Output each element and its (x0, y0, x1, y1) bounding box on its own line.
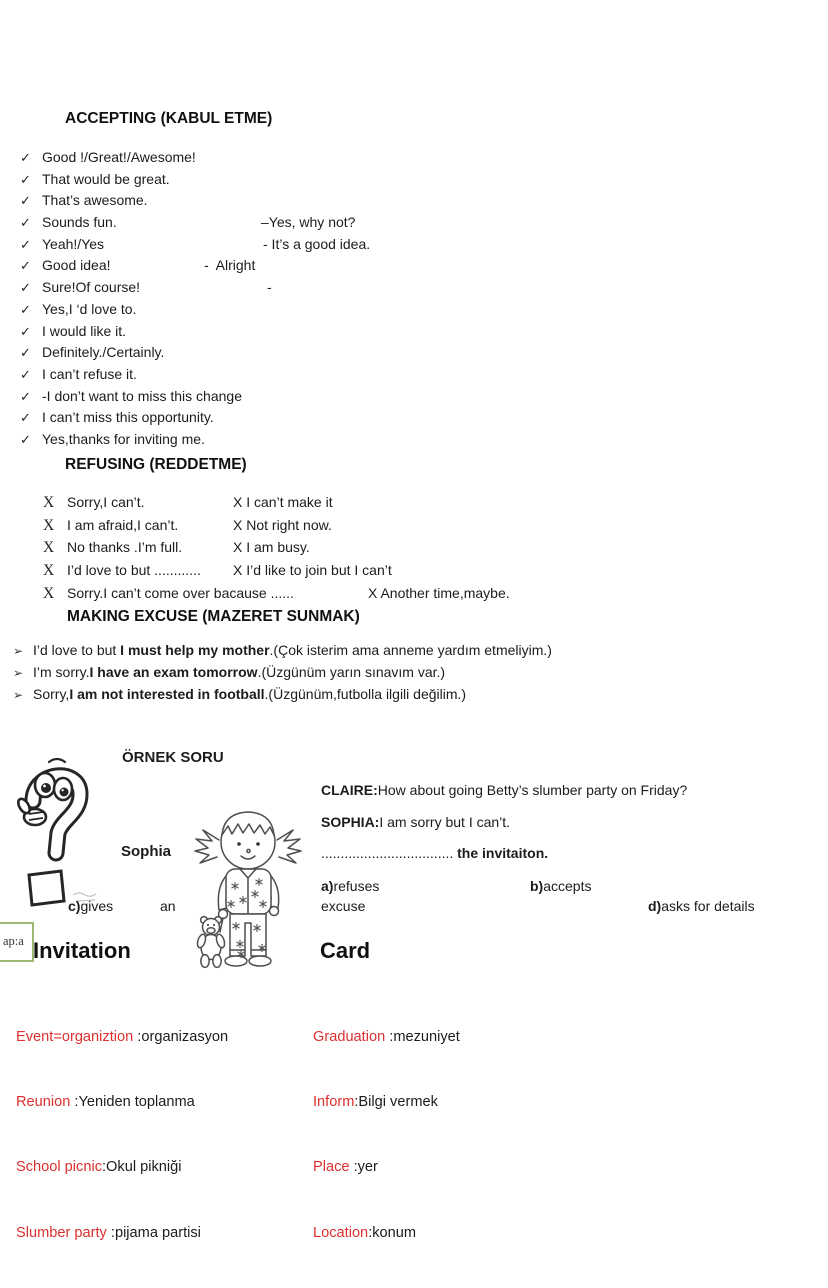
vocab-definition: :Okul pikniği (102, 1159, 182, 1176)
invitation-vocab-title: Invitation (33, 938, 131, 963)
option-text: asks for details (661, 898, 755, 914)
accepting-item (20, 321, 242, 343)
card-vocab-title: Card (320, 938, 371, 963)
blank-bold-text: the invitaiton. (453, 845, 549, 861)
phrase-alt: - (267, 279, 272, 296)
vocab-item (313, 1157, 460, 1179)
phrase: Good !/Great!/Awesome! (42, 149, 196, 165)
vocab-definition: :yer (349, 1159, 378, 1176)
example-question-label: ÖRNEK SORU (122, 749, 224, 766)
accepting-item (20, 147, 242, 169)
phrase: Yes,thanks for inviting me. (42, 430, 205, 447)
phrase: I can’t miss this opportunity. (42, 409, 214, 426)
phrase: Definitely./Certainly. (42, 344, 165, 361)
invitation-vocab-list (16, 983, 228, 1288)
vocab-term: Location (313, 1224, 369, 1241)
accepting-item (20, 407, 242, 429)
vocab-term: Place (313, 1159, 350, 1176)
accepting-item (20, 429, 242, 451)
accepting-item (20, 342, 242, 364)
accepting-item (20, 386, 242, 408)
vocab-term: Event=organiztion (16, 1028, 134, 1045)
phrase: I am afraid,I can’t. (67, 516, 179, 533)
accepting-item (20, 169, 242, 191)
option-a (321, 878, 379, 894)
phrase-alt: X I’d like to join but I can’t (233, 562, 392, 579)
phrase-alt: –Yes, why not? (261, 214, 356, 231)
phrase: Sorry, (33, 685, 70, 702)
vocab-item (16, 1157, 228, 1179)
excuse-item (13, 640, 552, 662)
phrase-alt: - Alright (204, 257, 256, 274)
dialogue-sophia-line (321, 813, 510, 831)
option-text: excuse (321, 898, 366, 914)
phrase: Yeah!/Yes (42, 235, 105, 252)
phrase: I’d love to but ............ (67, 562, 201, 579)
accepting-item (20, 212, 356, 234)
vocab-item (313, 1092, 460, 1114)
arrow-bullet-icon: ➢ (13, 665, 24, 680)
phrase: I would like it. (42, 322, 127, 339)
phrase-translation: .(Çok isterim ama anneme yardım etmeliyim.) (269, 642, 552, 658)
question-blank-line (321, 844, 548, 862)
blank-dots: .................................. (321, 845, 454, 861)
answer-box (0, 922, 34, 962)
phrase: Sounds fun. (42, 214, 117, 231)
option-label: a) (321, 878, 334, 894)
phrase: That’s awesome. (42, 192, 148, 209)
vocab-item (16, 1027, 228, 1049)
phrase: Sorry,I can’t. (67, 494, 145, 510)
vocab-definition: :Yeniden toplanma (70, 1093, 195, 1110)
option-text: accepts (543, 878, 592, 894)
vocab-term: School picnic (16, 1159, 102, 1176)
accepting-item (20, 277, 272, 299)
phrase: I’d love to but (33, 642, 121, 658)
speaker-name: CLAIRE: (321, 782, 378, 798)
cross-icon: X (43, 494, 55, 511)
check-icon: ✓ (20, 345, 31, 361)
excuse-section-title: MAKING EXCUSE (MAZERET SUNMAK) (67, 608, 360, 625)
character-name-label: Sophia (121, 843, 172, 860)
vocab-term: Graduation (313, 1028, 386, 1045)
phrase-translation: .(Üzgünüm yarın sınavım var.) (257, 663, 446, 680)
vocab-definition: :konum (368, 1224, 417, 1241)
refusing-item (43, 582, 510, 605)
option-text: refuses (333, 878, 380, 894)
check-icon: ✓ (20, 150, 31, 165)
dialogue-claire-line (321, 781, 687, 799)
phrase: Yes,I ‘d love to. (42, 300, 137, 317)
refusing-list (43, 491, 510, 604)
check-icon: ✓ (20, 280, 31, 296)
phrase-alt: X Not right now. (233, 516, 332, 533)
check-icon: ✓ (20, 236, 31, 252)
phrase-bold: I am not interested in football (69, 685, 265, 702)
vocab-definition: :organizasyon (133, 1028, 229, 1045)
accepting-list (20, 147, 371, 451)
accepting-item (20, 299, 242, 321)
check-icon: ✓ (20, 431, 31, 447)
refusing-section-title: REFUSING (REDDETME) (65, 456, 247, 473)
option-c-word (321, 898, 365, 914)
refusing-item (43, 536, 310, 559)
cross-icon: X (43, 584, 55, 602)
option-text: gives (80, 898, 114, 914)
phrase: Sure!Of course! (42, 279, 141, 296)
card-vocab-list (313, 983, 460, 1288)
option-text: an (160, 898, 176, 914)
accepting-item (20, 190, 242, 212)
girl-with-teddy-illustration (183, 772, 313, 1009)
option-label: b) (530, 878, 544, 894)
arrow-bullet-icon: ➢ (13, 644, 24, 658)
excuse-item (13, 662, 552, 684)
phrase-alt: - It’s a good idea. (263, 235, 371, 252)
phrase-bold: I have an exam tomorrow (89, 663, 258, 680)
vocab-definition: :pijama partisi (106, 1224, 201, 1241)
speaker-name: SOPHIA: (321, 814, 380, 830)
check-icon: ✓ (20, 388, 31, 404)
phrase: No thanks .I’m full. (67, 539, 183, 556)
option-b (530, 878, 591, 894)
vocab-term: Slumber party (16, 1224, 107, 1241)
phrase: I can’t refuse it. (42, 365, 137, 382)
phrase-translation: .(Üzgünüm,futbolla ilgili değilim.) (264, 685, 467, 702)
refusing-item (43, 491, 333, 514)
check-icon: ✓ (20, 193, 31, 209)
vocab-term: Reunion (16, 1093, 71, 1110)
vocab-item (16, 1223, 228, 1245)
accepting-item (20, 364, 242, 386)
cross-icon: X (43, 539, 55, 557)
vocab-item (16, 1092, 228, 1114)
option-d (648, 898, 755, 914)
phrase: I’m sorry. (33, 663, 90, 680)
check-icon: ✓ (20, 366, 31, 382)
check-icon: ✓ (20, 323, 31, 339)
refusing-item (43, 514, 332, 537)
answer-text: ap:a (3, 934, 24, 948)
phrase: Sorry.I can’t come over bacause ...... (67, 584, 294, 601)
vocab-definition: :mezuniyet (385, 1028, 460, 1045)
accepting-section-title: ACCEPTING (KABUL ETME) (65, 110, 273, 127)
check-icon: ✓ (20, 301, 31, 317)
phrase-alt: X I am busy. (233, 539, 310, 556)
refusing-item (43, 559, 392, 582)
excuse-list (13, 640, 552, 706)
accepting-item (20, 255, 256, 277)
option-c-word (160, 898, 176, 914)
vocab-item (313, 1027, 460, 1049)
dialogue-text: How about going Betty’s slumber party on Friday? (377, 782, 688, 798)
option-c (68, 898, 113, 914)
accepting-item (20, 234, 371, 256)
check-icon: ✓ (20, 215, 31, 231)
cross-icon: X (43, 562, 55, 580)
check-icon: ✓ (20, 258, 31, 274)
phrase-bold: I must help my mother (120, 642, 270, 658)
check-icon: ✓ (20, 171, 31, 187)
phrase-alt: X I can’t make it (233, 494, 333, 510)
option-label: c) (68, 898, 81, 914)
cross-icon: X (43, 516, 55, 534)
dialogue-text: I am sorry but I can’t. (379, 814, 511, 830)
phrase: -I don’t want to miss this change (42, 387, 242, 404)
vocab-item (313, 1223, 460, 1245)
phrase: Good idea! (42, 257, 111, 274)
check-icon: ✓ (20, 410, 31, 426)
phrase: That would be great. (42, 170, 170, 187)
excuse-item (13, 684, 552, 706)
option-label: d) (648, 898, 662, 914)
arrow-bullet-icon: ➢ (13, 687, 24, 702)
phrase-alt: X Another time,maybe. (368, 584, 510, 601)
vocab-definition: :Bilgi vermek (354, 1093, 438, 1110)
vocab-term: Inform (313, 1093, 355, 1110)
